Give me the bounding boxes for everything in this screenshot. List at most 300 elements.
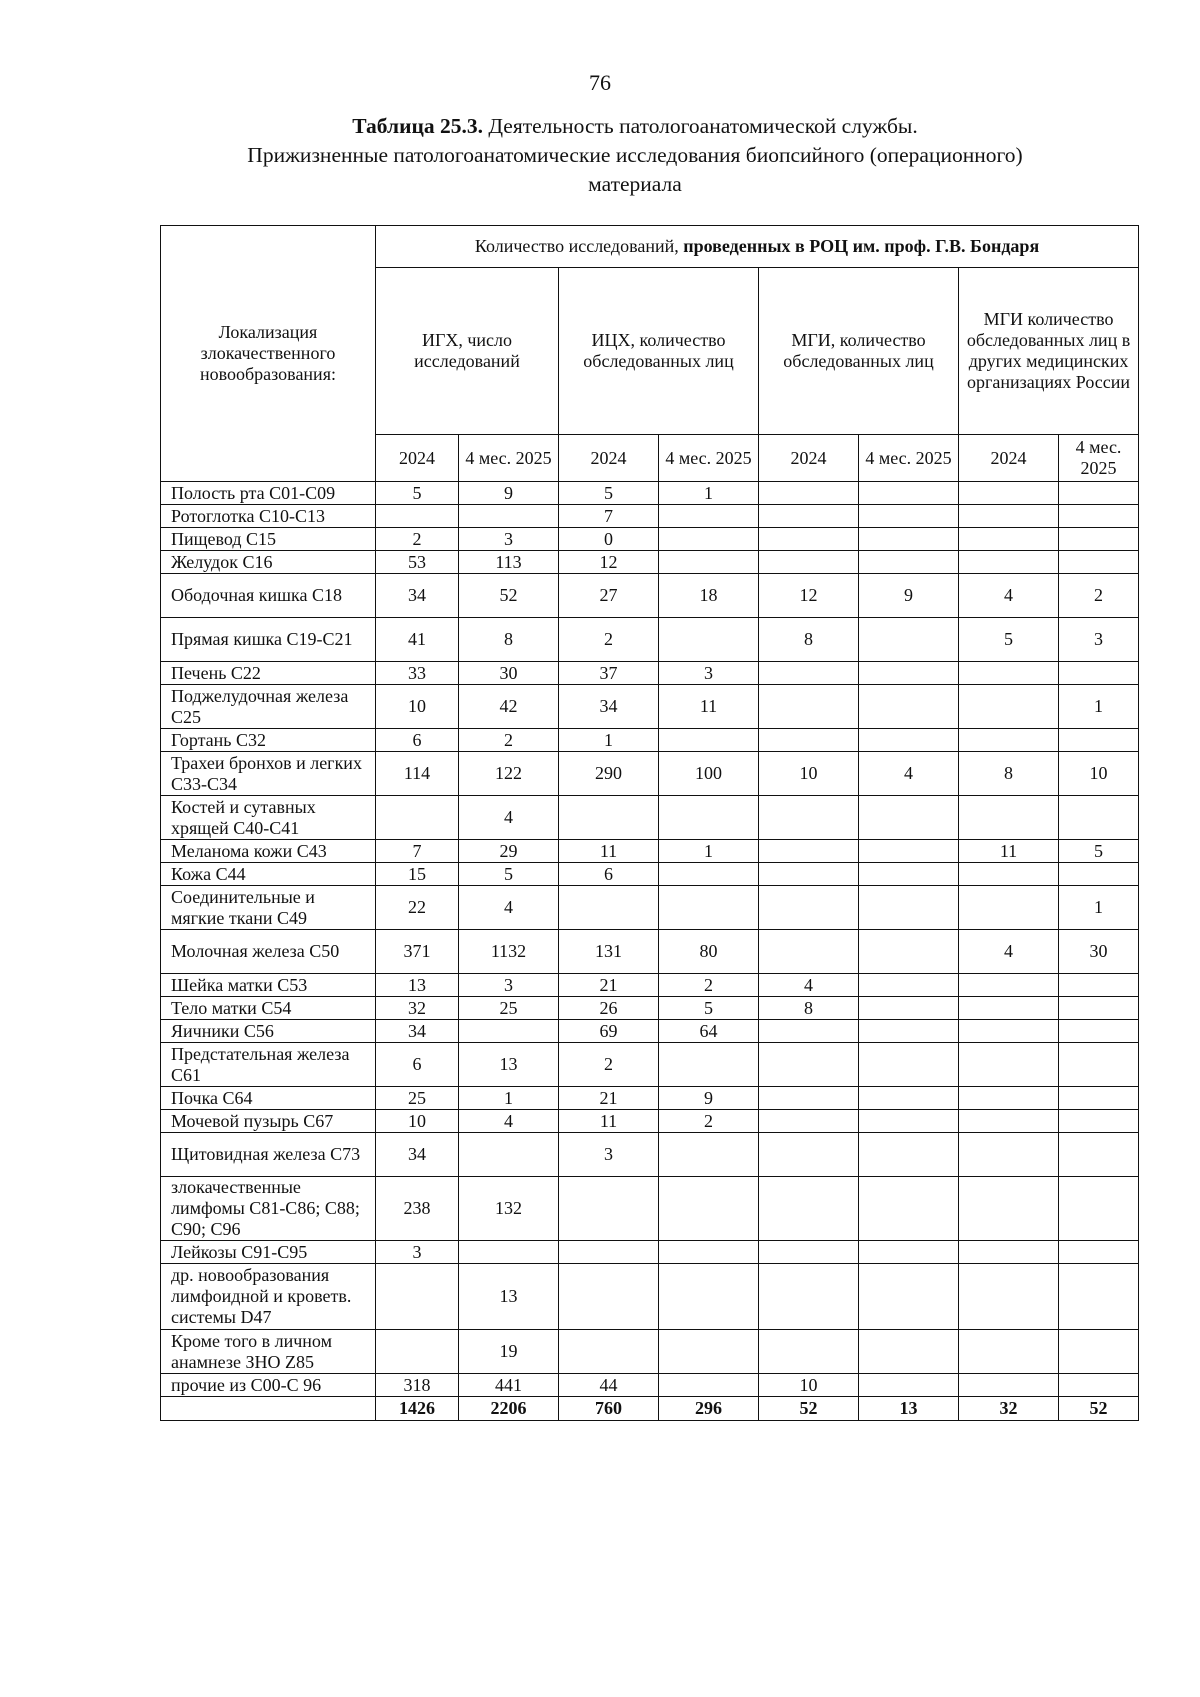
table-cell	[1059, 482, 1139, 505]
total-cell: 1426	[376, 1397, 459, 1421]
table-cell	[859, 1241, 959, 1264]
localization-header: Локализация злокачественного новообразования:	[161, 226, 376, 482]
table-row	[161, 729, 1139, 752]
table-row	[161, 551, 1139, 574]
table-cell: 27	[559, 574, 659, 618]
table-cell	[859, 1133, 959, 1177]
table-cell	[859, 1110, 959, 1133]
table-cell	[959, 1177, 1059, 1241]
table-cell	[559, 1330, 659, 1374]
total-cell: 52	[759, 1397, 859, 1421]
table-row	[161, 796, 1139, 840]
table-cell	[659, 1177, 759, 1241]
table-row	[161, 1177, 1139, 1241]
table-row	[161, 863, 1139, 886]
year-header-2024: 2024	[376, 435, 459, 482]
table-cell: 371	[376, 930, 459, 974]
table-cell	[659, 618, 759, 662]
table-cell	[859, 1020, 959, 1043]
table-cell	[959, 1330, 1059, 1374]
table-cell	[959, 1020, 1059, 1043]
table-cell	[1059, 528, 1139, 551]
table-row	[161, 505, 1139, 528]
table-cell	[859, 528, 959, 551]
row-localization: Кроме того в личном анамнезе ЗНО Z85	[161, 1330, 376, 1374]
table-row	[161, 752, 1139, 796]
table-row	[161, 662, 1139, 685]
table-cell	[759, 1241, 859, 1264]
row-localization: Трахеи бронхов и легких С33-С34	[161, 752, 376, 796]
table-cell: 34	[376, 1133, 459, 1177]
row-localization: др. новообразования лимфоидной и кроветв. системы D47	[161, 1264, 376, 1330]
table-row	[161, 618, 1139, 662]
table-row	[161, 685, 1139, 729]
table-cell	[659, 886, 759, 930]
table-row	[161, 1087, 1139, 1110]
table-cell	[376, 505, 459, 528]
table-row	[161, 997, 1139, 1020]
table-cell	[959, 482, 1059, 505]
year-header-4m-2025: 4 мес. 2025	[659, 435, 759, 482]
table-cell	[1059, 1241, 1139, 1264]
table-cell	[559, 1241, 659, 1264]
table-cell: 42	[459, 685, 559, 729]
table-cell: 6	[376, 729, 459, 752]
table-cell	[1059, 1110, 1139, 1133]
table-cell: 8	[759, 997, 859, 1020]
table-cell	[959, 685, 1059, 729]
pathology-table	[160, 225, 1139, 1421]
table-cell: 5	[376, 482, 459, 505]
table-cell: 7	[559, 505, 659, 528]
table-cell: 41	[376, 618, 459, 662]
table-row	[161, 1374, 1139, 1397]
table-cell	[376, 796, 459, 840]
table-cell: 238	[376, 1177, 459, 1241]
table-cell	[759, 863, 859, 886]
table-cell: 13	[376, 974, 459, 997]
table-cell: 19	[459, 1330, 559, 1374]
table-cell	[759, 840, 859, 863]
table-cell: 33	[376, 662, 459, 685]
table-cell	[959, 1043, 1059, 1087]
table-cell	[659, 1374, 759, 1397]
row-localization: Пищевод С15	[161, 528, 376, 551]
table-cell	[959, 1264, 1059, 1330]
row-localization: Ободочная кишка С18	[161, 574, 376, 618]
table-cell: 12	[759, 574, 859, 618]
table-cell: 21	[559, 974, 659, 997]
table-row	[161, 482, 1139, 505]
table-cell: 69	[559, 1020, 659, 1043]
table-cell	[759, 551, 859, 574]
table-cell	[459, 505, 559, 528]
row-localization: прочие из С00-С 96	[161, 1374, 376, 1397]
table-cell	[859, 997, 959, 1020]
table-row	[161, 1020, 1139, 1043]
table-cell	[459, 1133, 559, 1177]
table-cell: 3	[659, 662, 759, 685]
table-row	[161, 1043, 1139, 1087]
table-cell: 8	[759, 618, 859, 662]
table-cell	[759, 1264, 859, 1330]
table-cell: 11	[659, 685, 759, 729]
table-cell: 3	[376, 1241, 459, 1264]
table-cell	[859, 729, 959, 752]
table-cell	[1059, 662, 1139, 685]
table-cell	[859, 1264, 959, 1330]
table-cell: 80	[659, 930, 759, 974]
table-cell: 12	[559, 551, 659, 574]
row-localization: Печень С22	[161, 662, 376, 685]
row-localization: Лейкозы С91-С95	[161, 1241, 376, 1264]
table-cell: 1	[1059, 685, 1139, 729]
table-cell: 3	[559, 1133, 659, 1177]
table-cell: 32	[376, 997, 459, 1020]
table-cell: 100	[659, 752, 759, 796]
table-cell	[859, 930, 959, 974]
table-row	[161, 1264, 1139, 1330]
table-cell	[659, 1264, 759, 1330]
table-cell	[859, 482, 959, 505]
table-cell	[659, 1330, 759, 1374]
table-cell	[859, 1330, 959, 1374]
table-cell: 3	[1059, 618, 1139, 662]
table-cell	[759, 729, 859, 752]
table-cell: 4	[859, 752, 959, 796]
table-cell: 3	[459, 528, 559, 551]
table-cell: 132	[459, 1177, 559, 1241]
table-cell: 6	[559, 863, 659, 886]
table-cell	[659, 1241, 759, 1264]
table-cell	[859, 1043, 959, 1087]
table-cell: 6	[376, 1043, 459, 1087]
table-cell: 10	[1059, 752, 1139, 796]
table-cell: 2	[459, 729, 559, 752]
row-localization: Кожа С44	[161, 863, 376, 886]
year-header-2024: 2024	[559, 435, 659, 482]
table-cell: 4	[759, 974, 859, 997]
table-cell	[659, 1133, 759, 1177]
table-cell: 318	[376, 1374, 459, 1397]
table-cell	[759, 1177, 859, 1241]
year-header-4m-2025: 4 мес. 2025	[859, 435, 959, 482]
year-header-4m-2025: 4 мес. 2025	[1059, 435, 1139, 482]
table-cell	[859, 685, 959, 729]
table-cell: 290	[559, 752, 659, 796]
table-cell	[959, 863, 1059, 886]
total-cell: 296	[659, 1397, 759, 1421]
table-cell	[1059, 1330, 1139, 1374]
table-cell: 2	[376, 528, 459, 551]
table-cell	[1059, 1020, 1139, 1043]
table-cell	[759, 505, 859, 528]
table-row	[161, 574, 1139, 618]
total-cell: 32	[959, 1397, 1059, 1421]
page-number: 76	[589, 70, 611, 95]
table-cell: 5	[1059, 840, 1139, 863]
row-localization: Прямая кишка С19-С21	[161, 618, 376, 662]
table-cell	[1059, 974, 1139, 997]
group-header-igh: ИГХ, число исследований	[376, 268, 559, 435]
table-cell: 2	[559, 1043, 659, 1087]
row-localization: Почка С64	[161, 1087, 376, 1110]
table-cell	[659, 528, 759, 551]
table-cell	[759, 685, 859, 729]
caption-label: Таблица 25.3.	[352, 114, 483, 138]
table-cell: 4	[959, 930, 1059, 974]
table-cell	[759, 886, 859, 930]
table-cell	[859, 1177, 959, 1241]
table-cell	[1059, 1087, 1139, 1110]
table-cell	[659, 796, 759, 840]
table-cell	[1059, 863, 1139, 886]
table-cell: 4	[959, 574, 1059, 618]
group-header-mgi-other: МГИ количество обследованных лиц в других медицинских организациях России	[959, 268, 1139, 435]
table-cell	[1059, 1374, 1139, 1397]
table-row	[161, 1241, 1139, 1264]
table-cell	[959, 886, 1059, 930]
table-cell: 26	[559, 997, 659, 1020]
table-cell: 1132	[459, 930, 559, 974]
table-cell: 9	[459, 482, 559, 505]
total-cell: 2206	[459, 1397, 559, 1421]
table-row	[161, 840, 1139, 863]
table-cell: 10	[376, 685, 459, 729]
table-cell	[759, 1020, 859, 1043]
table-cell	[859, 618, 959, 662]
table-cell: 37	[559, 662, 659, 685]
table-cell	[1059, 1043, 1139, 1087]
table-cell	[1059, 997, 1139, 1020]
row-localization: Тело матки С54	[161, 997, 376, 1020]
table-cell	[759, 1330, 859, 1374]
row-localization: Молочная железа С50	[161, 930, 376, 974]
table-row	[161, 1133, 1139, 1177]
table-cell	[459, 1020, 559, 1043]
year-header-2024: 2024	[759, 435, 859, 482]
table-cell: 22	[376, 886, 459, 930]
table-cell: 64	[659, 1020, 759, 1043]
table-cell	[859, 662, 959, 685]
table-cell: 34	[376, 1020, 459, 1043]
table-cell	[959, 729, 1059, 752]
table-cell: 114	[376, 752, 459, 796]
row-localization: Поджелудочная железа С25	[161, 685, 376, 729]
table-cell	[859, 863, 959, 886]
total-cell: 760	[559, 1397, 659, 1421]
table-row	[161, 528, 1139, 551]
caption-line3: материала	[588, 172, 682, 196]
table-cell	[759, 662, 859, 685]
table-cell	[659, 551, 759, 574]
table-cell	[1059, 1264, 1139, 1330]
row-localization: Мочевой пузырь С67	[161, 1110, 376, 1133]
table-caption	[200, 112, 1070, 199]
table-cell	[1059, 796, 1139, 840]
table-row	[161, 974, 1139, 997]
table-cell	[659, 1043, 759, 1087]
row-localization: злокачественные лимфомы С81-С86; С88; С90; С96	[161, 1177, 376, 1241]
table-cell	[859, 796, 959, 840]
totals-row	[161, 1397, 1139, 1421]
table-cell	[559, 886, 659, 930]
top-header-normal: Количество исследований,	[474, 236, 679, 256]
row-localization: Шейка матки С53	[161, 974, 376, 997]
table-cell: 4	[459, 886, 559, 930]
table-cell: 0	[559, 528, 659, 551]
table-cell	[1059, 505, 1139, 528]
table-cell	[759, 1087, 859, 1110]
table-cell	[759, 1043, 859, 1087]
table-cell: 1	[659, 840, 759, 863]
table-cell: 52	[459, 574, 559, 618]
table-cell	[859, 1374, 959, 1397]
table-cell	[759, 482, 859, 505]
table-cell: 10	[759, 1374, 859, 1397]
table-cell	[959, 551, 1059, 574]
table-cell: 44	[559, 1374, 659, 1397]
group-header-icc: ИЦХ, количество обследованных лиц	[559, 268, 759, 435]
table-cell: 4	[459, 1110, 559, 1133]
table-cell: 7	[376, 840, 459, 863]
table-cell: 441	[459, 1374, 559, 1397]
table-cell: 1	[1059, 886, 1139, 930]
row-localization: Костей и сутавных хрящей С40-С41	[161, 796, 376, 840]
table-cell: 3	[459, 974, 559, 997]
table-cell	[859, 974, 959, 997]
table-cell: 2	[659, 974, 759, 997]
table-cell: 122	[459, 752, 559, 796]
table-cell: 21	[559, 1087, 659, 1110]
total-cell: 13	[859, 1397, 959, 1421]
table-cell: 5	[559, 482, 659, 505]
table-cell	[859, 886, 959, 930]
table-cell	[376, 1330, 459, 1374]
table-cell	[759, 1110, 859, 1133]
table-cell	[559, 1177, 659, 1241]
row-localization: Щитовидная железа С73	[161, 1133, 376, 1177]
table-cell: 9	[859, 574, 959, 618]
table-cell: 11	[559, 1110, 659, 1133]
row-localization: Полость рта С01-С09	[161, 482, 376, 505]
year-header-2024: 2024	[959, 435, 1059, 482]
table-cell	[959, 1241, 1059, 1264]
table-cell	[1059, 729, 1139, 752]
caption-line1: Деятельность патологоанатомической службы.	[488, 114, 918, 138]
table-cell: 2	[659, 1110, 759, 1133]
row-localization: Ротоглотка С10-С13	[161, 505, 376, 528]
table-row	[161, 930, 1139, 974]
table-cell	[959, 1374, 1059, 1397]
row-localization: Яичники С56	[161, 1020, 376, 1043]
table-cell: 2	[559, 618, 659, 662]
table-cell	[759, 528, 859, 551]
table-cell: 5	[659, 997, 759, 1020]
table-cell: 2	[1059, 574, 1139, 618]
table-cell: 18	[659, 574, 759, 618]
table-cell	[659, 505, 759, 528]
table-cell: 5	[459, 863, 559, 886]
table-cell: 10	[759, 752, 859, 796]
table-cell	[1059, 1177, 1139, 1241]
table-cell: 11	[559, 840, 659, 863]
table-cell: 8	[959, 752, 1059, 796]
table-cell	[959, 528, 1059, 551]
table-cell	[659, 729, 759, 752]
table-cell: 1	[459, 1087, 559, 1110]
row-localization: Желудок С16	[161, 551, 376, 574]
table-cell	[959, 1110, 1059, 1133]
table-cell: 25	[376, 1087, 459, 1110]
table-cell: 53	[376, 551, 459, 574]
table-row	[161, 886, 1139, 930]
table-cell	[959, 997, 1059, 1020]
row-localization: Предстательная железа С61	[161, 1043, 376, 1087]
table-cell: 113	[459, 551, 559, 574]
table-cell: 15	[376, 863, 459, 886]
table-cell: 131	[559, 930, 659, 974]
table-cell	[859, 551, 959, 574]
table-cell: 8	[459, 618, 559, 662]
table-cell	[376, 1264, 459, 1330]
table-cell	[859, 840, 959, 863]
table-cell	[759, 1133, 859, 1177]
year-header-4m-2025: 4 мес. 2025	[459, 435, 559, 482]
table-cell	[959, 796, 1059, 840]
group-header-mgi: МГИ, количество обследованных лиц	[759, 268, 959, 435]
table-cell	[1059, 1133, 1139, 1177]
table-cell	[459, 1241, 559, 1264]
top-header	[376, 226, 1139, 268]
table-cell	[759, 796, 859, 840]
row-localization: Соединительные и мягкие ткани С49	[161, 886, 376, 930]
table-cell	[859, 505, 959, 528]
table-cell: 5	[959, 618, 1059, 662]
table-cell: 11	[959, 840, 1059, 863]
table-cell: 34	[559, 685, 659, 729]
total-cell: 52	[1059, 1397, 1139, 1421]
table-cell	[1059, 551, 1139, 574]
table-cell	[659, 863, 759, 886]
table-cell: 4	[459, 796, 559, 840]
table-cell: 9	[659, 1087, 759, 1110]
table-cell: 25	[459, 997, 559, 1020]
table-cell: 34	[376, 574, 459, 618]
table-cell: 1	[659, 482, 759, 505]
top-header-bold: проведенных в РОЦ им. проф. Г.В. Бондаря	[683, 236, 1040, 256]
table-cell	[859, 1087, 959, 1110]
table-cell	[759, 930, 859, 974]
table-cell: 13	[459, 1043, 559, 1087]
table-cell	[959, 662, 1059, 685]
table-cell: 1	[559, 729, 659, 752]
table-cell	[959, 505, 1059, 528]
caption-line2: Прижизненные патологоанатомические исследования биопсийного (операционного)	[247, 143, 1023, 167]
row-localization: Гортань С32	[161, 729, 376, 752]
table-cell	[959, 1087, 1059, 1110]
table-row	[161, 1330, 1139, 1374]
table-cell	[559, 1264, 659, 1330]
table-cell: 10	[376, 1110, 459, 1133]
table-cell: 30	[1059, 930, 1139, 974]
table-cell	[559, 796, 659, 840]
table-cell	[959, 1133, 1059, 1177]
table-cell	[959, 974, 1059, 997]
row-localization: Меланома кожи С43	[161, 840, 376, 863]
table-cell: 29	[459, 840, 559, 863]
totals-label-cell	[161, 1397, 376, 1421]
